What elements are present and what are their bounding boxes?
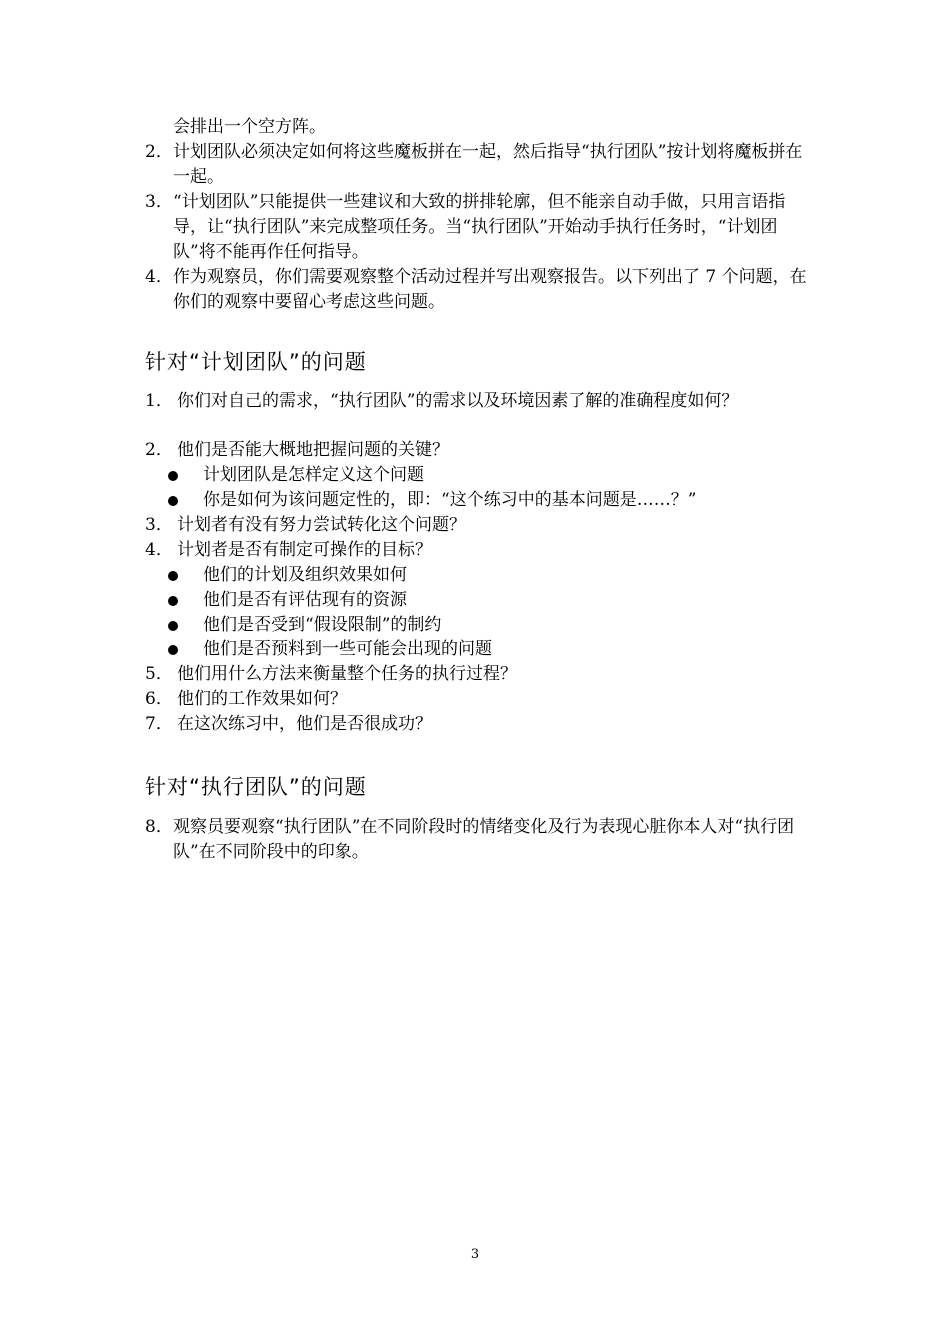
question-item [145, 687, 810, 712]
bullet-text: 他们的计划及组织效果如何 [203, 565, 407, 585]
bullet-dot-icon [168, 496, 178, 506]
question-text: 计划者是否有制定可操作的目标？ [177, 540, 432, 560]
list-number: 3． [145, 192, 173, 212]
bullet-text: 计划团队是怎样定义这个问题 [203, 465, 424, 485]
bullet-text: 他们是否受到“假设限制”的制约 [203, 615, 442, 635]
bullet-item [168, 613, 788, 638]
list-item-text: 会排出一个空方阵。 [173, 117, 326, 137]
question-number: 5． [145, 664, 173, 684]
question-number: 1． [145, 391, 173, 411]
question-text: 你们对自己的需求，“执行团队”的需求以及环境因素了解的准确程度如何？ [177, 391, 739, 411]
question-number: 4． [145, 540, 173, 560]
section-heading: 针对“执行团队”的问题 [145, 775, 367, 799]
section-heading: 针对“计划团队”的问题 [145, 350, 367, 374]
list-item [145, 190, 810, 265]
question-item [145, 815, 810, 865]
question-text: 计划者有没有努力尝试转化这个问题？ [177, 515, 466, 535]
bullet-item [168, 563, 788, 588]
list-number: 2． [145, 142, 173, 162]
bullet-dot-icon [168, 621, 178, 631]
question-number: 7． [145, 714, 173, 734]
list-number: 4． [145, 267, 173, 287]
bullet-dot-icon [168, 571, 178, 581]
question-number: 6． [145, 689, 173, 709]
bullet-dot-icon [168, 645, 178, 655]
bullet-item [168, 463, 788, 488]
question-item [145, 389, 810, 414]
bullet-text: 他们是否预料到一些可能会出现的问题 [203, 639, 492, 659]
list-item-text: 计划团队必须决定如何将这些魔板拼在一起，然后指导“执行团队”按计划将魔板拼在一起。 [173, 142, 803, 187]
bullet-item [168, 588, 788, 613]
question-text: 他们的工作效果如何？ [177, 689, 347, 709]
bullet-item [168, 488, 788, 513]
question-item [145, 513, 810, 538]
bullet-text: 你是如何为该问题定性的，即：“这个练习中的基本问题是……？” [203, 490, 697, 510]
list-item-text: “计划团队”只能提供一些建议和大致的拼排轮廓，但不能亲自动手做，只用言语指导，让“执行团队”来完成整项任务。当“执行团队”开始动手执行任务时，“计划团队”将不能再作任何指导。 [173, 192, 786, 262]
list-item-text: 作为观察员，你们需要观察整个活动过程并写出观察报告。以下列出了 7 个问题，在你们的观察中要留心考虑这些问题。 [173, 267, 807, 312]
list-item [145, 265, 810, 315]
bullet-item [168, 637, 788, 662]
bullet-dot-icon [168, 471, 178, 481]
question-item [145, 538, 810, 563]
question-number: 3． [145, 515, 173, 535]
question-text: 他们是否能大概地把握问题的关键？ [177, 440, 449, 460]
bullet-dot-icon [168, 596, 178, 606]
list-item-continued [145, 115, 810, 140]
question-item [145, 662, 810, 687]
question-number: 2． [145, 440, 173, 460]
question-number: 8． [145, 817, 173, 837]
bullet-text: 他们是否有评估现有的资源 [203, 590, 407, 610]
list-item [145, 140, 810, 190]
page-number: 3 [470, 1247, 480, 1262]
question-text: 他们用什么方法来衡量整个任务的执行过程？ [177, 664, 517, 684]
question-text: 在这次练习中，他们是否很成功？ [177, 714, 432, 734]
question-item [145, 712, 810, 737]
question-text: 观察员要观察“执行团队”在不同阶段时的情绪变化及行为表现心脏你本人对“执行团队”在不同阶段中的印象。 [173, 817, 795, 862]
question-item [145, 438, 810, 463]
